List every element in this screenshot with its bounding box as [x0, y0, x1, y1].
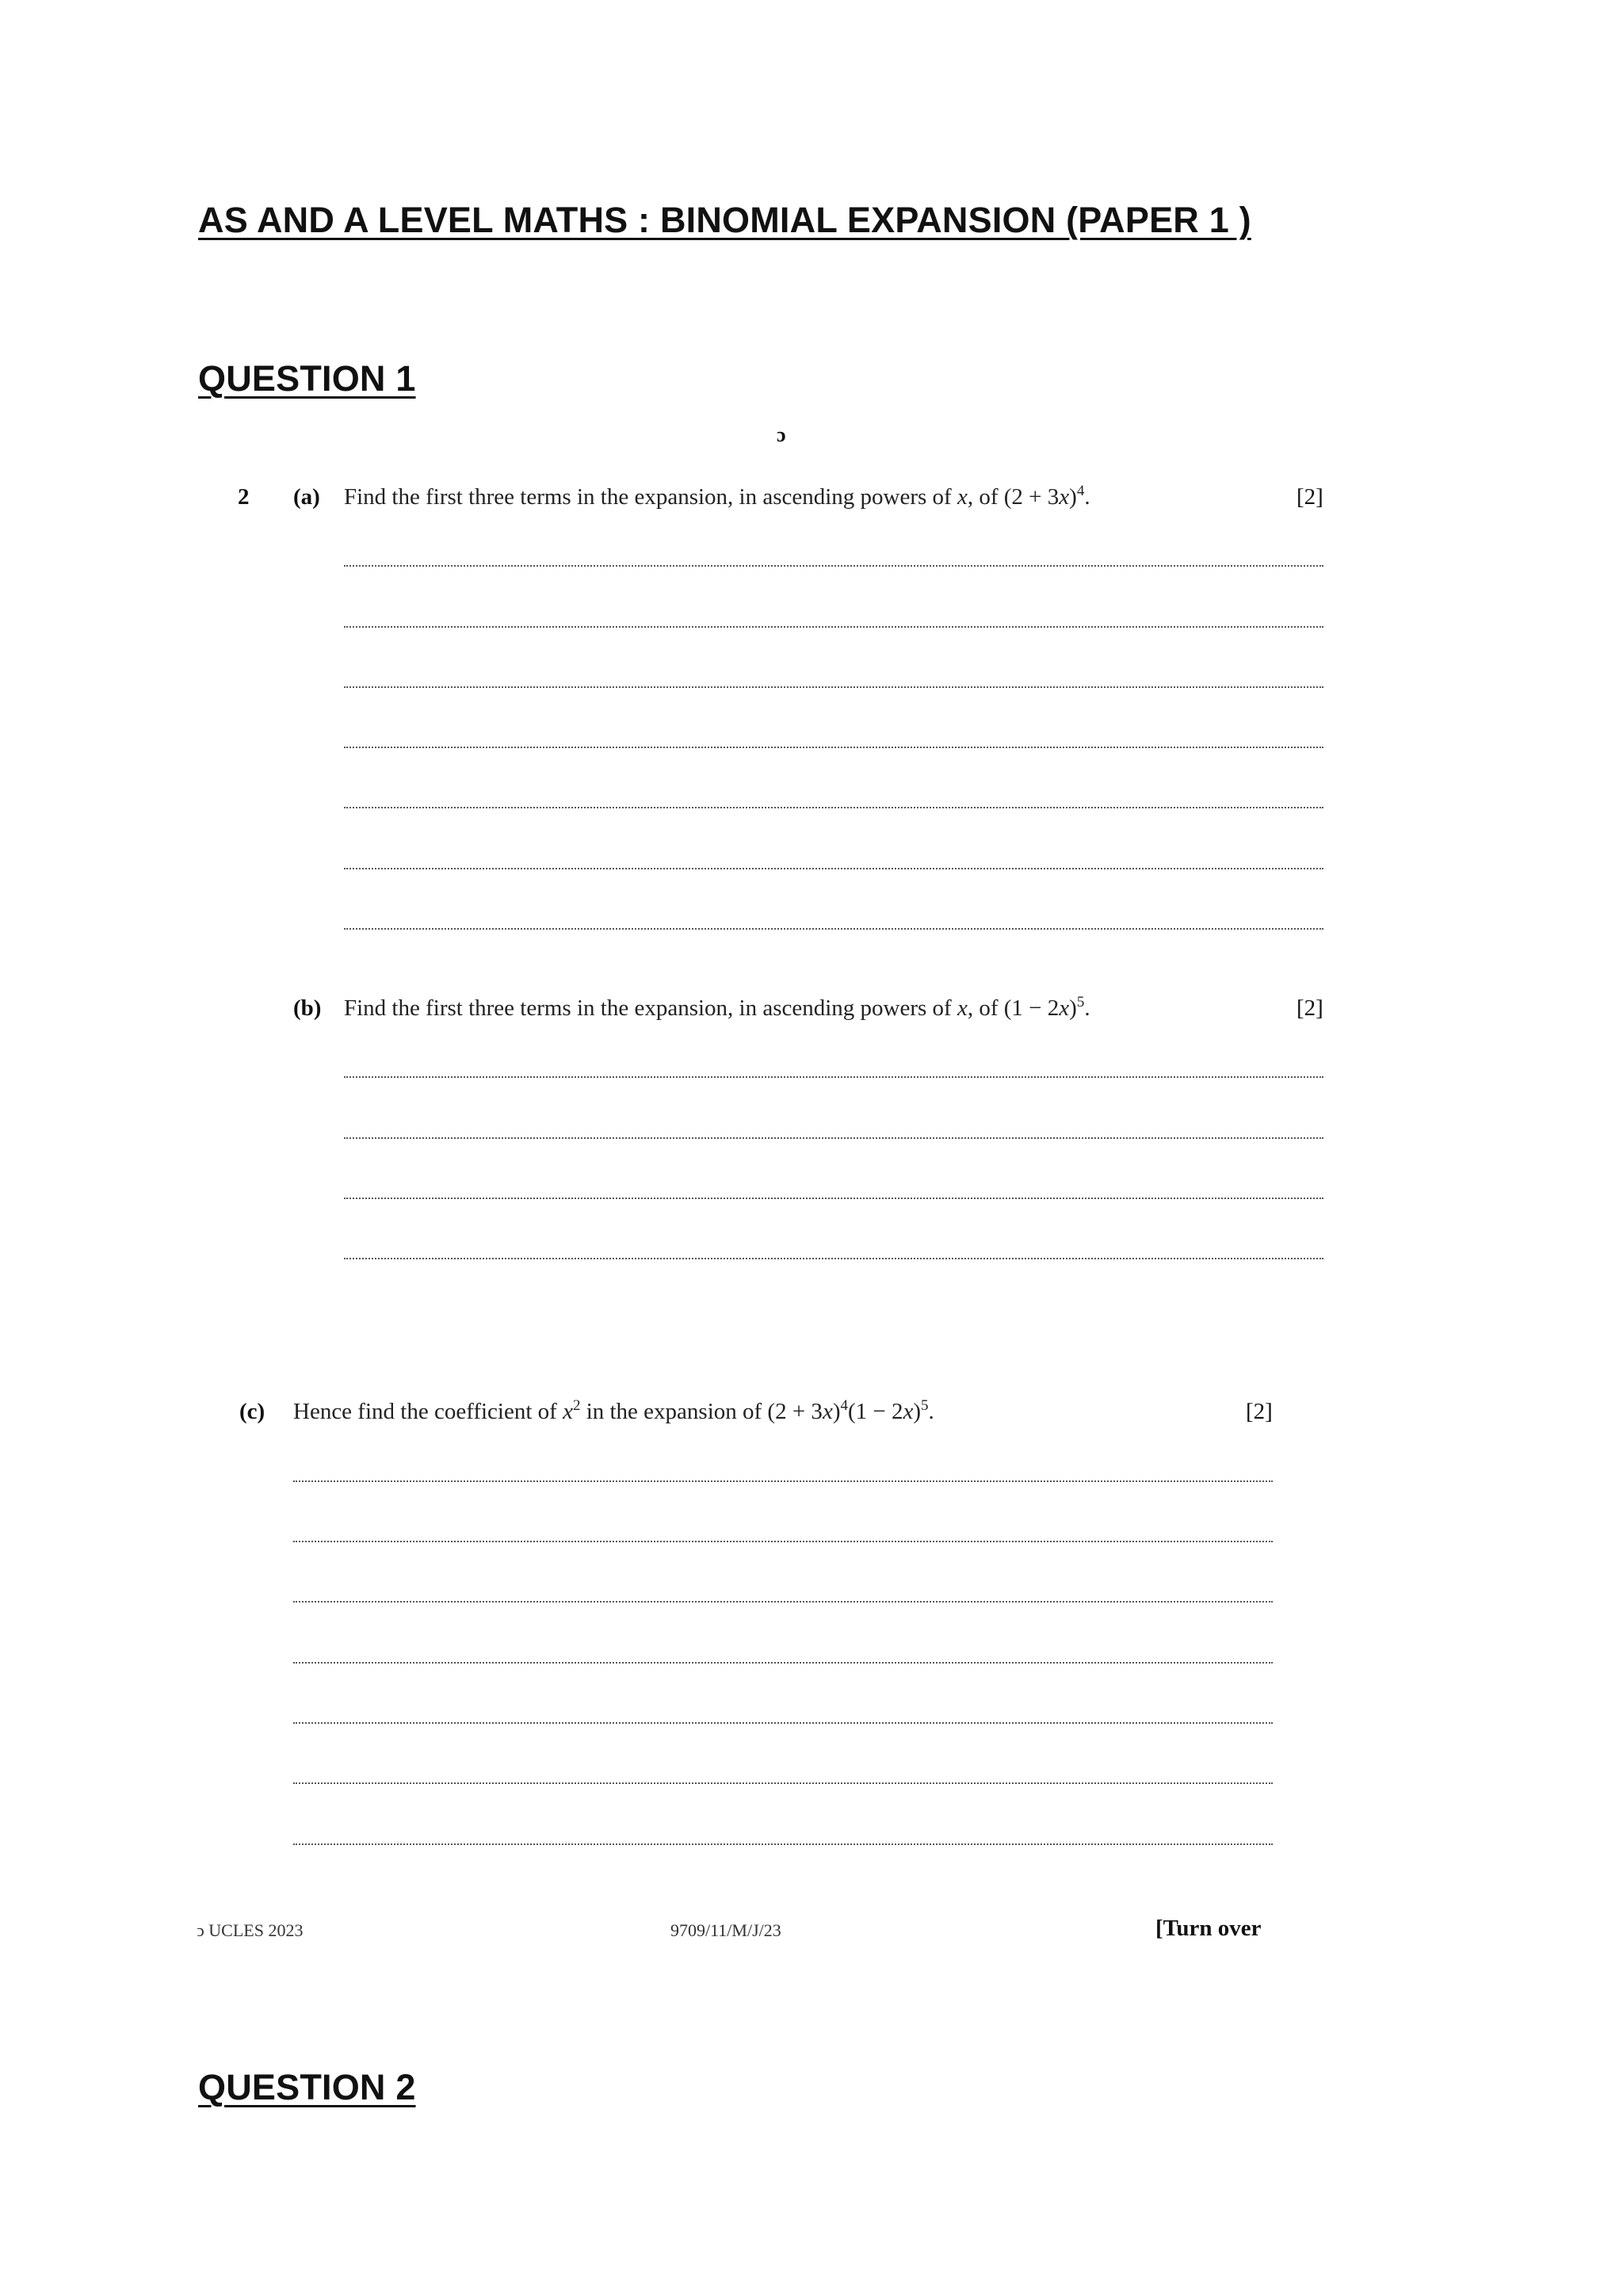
answer-line[interactable] — [344, 928, 1323, 930]
part-c-label: (c) — [239, 1399, 265, 1424]
part-b-marks: [2] — [1296, 995, 1323, 1021]
copyright-notice: ↄ UCLES 2023 — [197, 1920, 304, 1940]
answer-line[interactable] — [344, 1076, 1323, 1078]
answer-line[interactable] — [293, 1541, 1273, 1542]
part-a-marks: [2] — [1296, 484, 1323, 510]
answer-line[interactable] — [293, 1722, 1273, 1724]
document-title: AS AND A LEVEL MATHS : BINOMIAL EXPANSION (PAPER 1 ) — [198, 200, 1251, 240]
page-mark: ɔ — [777, 423, 786, 446]
answer-line[interactable] — [293, 1782, 1273, 1784]
part-a-label: (a) — [293, 484, 320, 510]
answer-line[interactable] — [293, 1480, 1273, 1482]
answer-line[interactable] — [344, 747, 1323, 748]
answer-line[interactable] — [293, 1601, 1273, 1603]
answer-line[interactable] — [344, 1258, 1323, 1259]
answer-line[interactable] — [293, 1843, 1273, 1845]
part-c-marks: [2] — [1246, 1399, 1273, 1424]
question-2-heading: QUESTION 2 — [198, 2067, 416, 2107]
answer-line[interactable] — [344, 686, 1323, 688]
part-b-label: (b) — [293, 995, 322, 1021]
part-c-text: Hence find the coefficient of $x^2$ in the expansion of $(2 + 3x)^4(1 - 2x)^5$. — [293, 1397, 934, 1424]
part-a-text: Find the first three terms in the expansion, in ascending powers of x, of $(2 + 3x)^4$. — [344, 483, 1090, 510]
answer-line[interactable] — [344, 1137, 1323, 1139]
answer-line[interactable] — [344, 565, 1323, 567]
answer-line[interactable] — [344, 868, 1323, 869]
turn-over-label: [Turn over — [1155, 1916, 1262, 1941]
answer-line[interactable] — [344, 1198, 1323, 1199]
answer-line[interactable] — [344, 807, 1323, 808]
part-b-text: Find the first three terms in the expansion, in ascending powers of x, of $(1 - 2x)^5$. — [344, 994, 1090, 1021]
answer-line[interactable] — [344, 626, 1323, 628]
paper-code: 9709/11/M/J/23 — [670, 1920, 781, 1940]
answer-line[interactable] — [293, 1662, 1273, 1664]
question-1-heading: QUESTION 1 — [198, 358, 416, 399]
question-number: 2 — [238, 484, 250, 510]
